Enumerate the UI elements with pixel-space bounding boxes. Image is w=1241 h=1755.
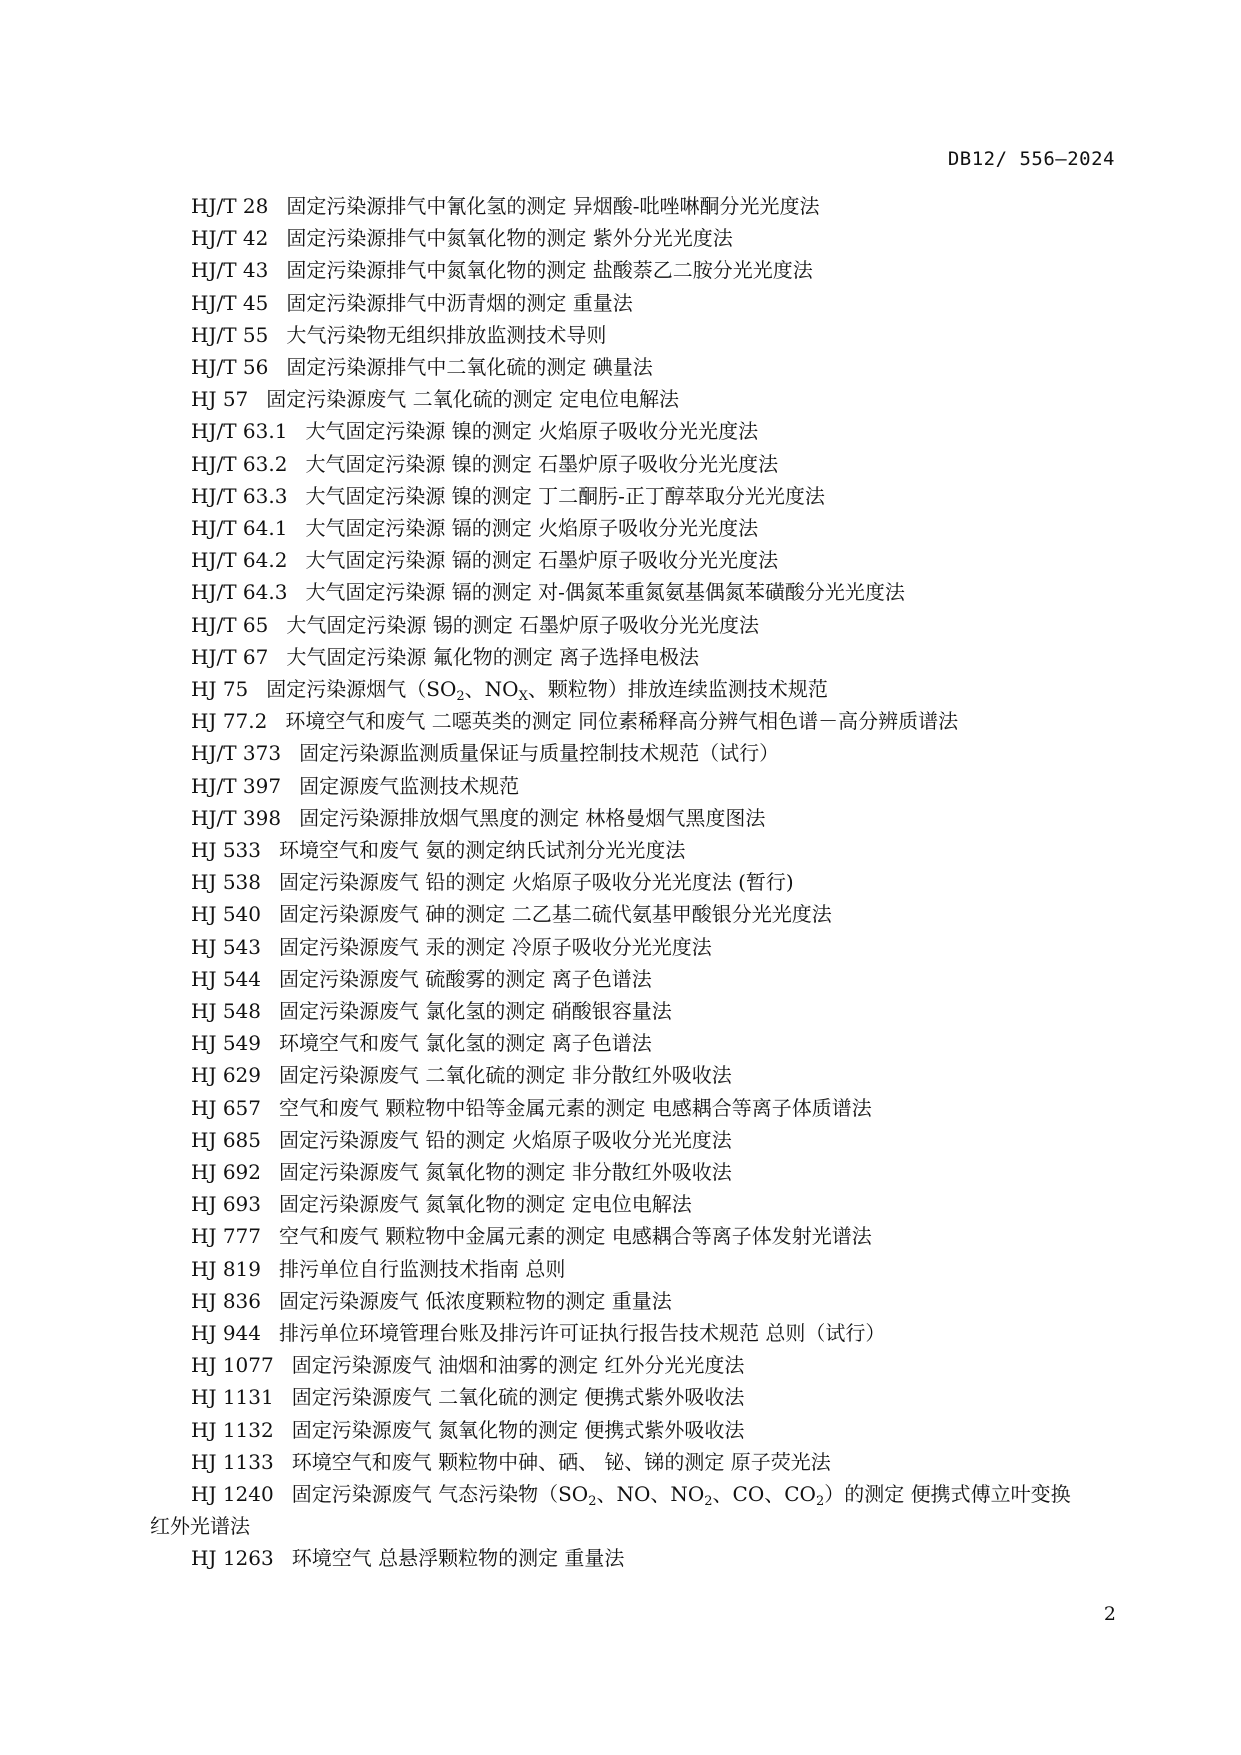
- reference-code: HJ/T 63.1: [191, 419, 288, 444]
- reference-code: HJ/T 67: [191, 644, 269, 669]
- reference-title: 固定污染源排气中氮氧化物的测定 盐酸萘乙二胺分光光度法: [286, 258, 813, 283]
- reference-code: HJ 1133: [191, 1449, 274, 1474]
- reference-title: 大气固定污染源 锡的测定 石墨炉原子吸收分光光度法: [286, 612, 760, 637]
- reference-title: 固定污染源废气 氮氧化物的测定 定电位电解法: [279, 1192, 692, 1217]
- reference-title: 固定污染源废气 氮氧化物的测定 便携式紫外吸收法: [291, 1417, 745, 1442]
- reference-item: [191, 1124, 732, 1156]
- reference-title: 固定污染源排气中氰化氢的测定 异烟酸-吡唑啉酮分光光度法: [286, 194, 820, 218]
- reference-item: [191, 963, 652, 995]
- reference-title: 大气固定污染源 镍的测定 火焰原子吸收分光光度法: [305, 419, 759, 444]
- reference-title: 固定污染源排气中沥青烟的测定 重量法: [286, 290, 633, 315]
- page-number: 2: [1103, 1603, 1116, 1625]
- reference-title: [266, 673, 828, 705]
- reference-item: [191, 1220, 872, 1252]
- reference-title: 固定污染源废气 硫酸雾的测定 离子色谱法: [279, 966, 652, 991]
- reference-title: 固定污染源排气中二氧化硫的测定 碘量法: [286, 355, 653, 379]
- reference-title: 大气固定污染源 镉的测定 对-偶氮苯重氮氨基偶氮苯磺酸分光光度法: [305, 580, 905, 605]
- reference-item: [191, 1317, 885, 1349]
- reference-title: 空气和废气 颗粒物中金属元素的测定 电感耦合等离子体发射光谱法: [279, 1224, 872, 1249]
- reference-code: HJ 538: [191, 870, 261, 895]
- reference-title: 固定污染源废气 砷的测定 二乙基二硫代氨基甲酸银分光光度法: [279, 902, 832, 927]
- reference-item: [191, 1349, 744, 1381]
- reference-title: 固定污染源废气 汞的测定 冷原子吸收分光光度法: [279, 934, 712, 959]
- reference-title: 排污单位环境管理台账及排污许可证执行报告技术规范 总则（试行）: [279, 1321, 886, 1345]
- reference-code: HJ 692: [191, 1160, 261, 1184]
- document-number: DB12/ 556—2024: [947, 148, 1115, 170]
- reference-item: [191, 931, 712, 963]
- reference-code: HJ/T 373: [191, 741, 282, 766]
- reference-item: [191, 1381, 744, 1413]
- reference-item: [191, 609, 759, 641]
- reference-code: HJ 57: [191, 387, 249, 412]
- reference-title: 大气固定污染源 镍的测定 丁二酮肟-正丁醇萃取分光光度法: [305, 483, 825, 508]
- reference-code: HJ 544: [191, 966, 261, 991]
- reference-code: HJ 533: [191, 838, 261, 862]
- reference-title: 大气固定污染源 镉的测定 火焰原子吸收分光光度法: [305, 516, 759, 540]
- reference-code: HJ/T 55: [191, 322, 269, 347]
- reference-code: HJ/T 64.3: [191, 580, 288, 605]
- reference-item-wrapped: [150, 1478, 1105, 1542]
- title-part: ）的测定 便携式傅立叶变换: [824, 1482, 1071, 1506]
- title-part: 固定污染源烟气（SO: [266, 677, 457, 701]
- reference-title: 固定污染源废气 氮氧化物的测定 非分散红外吸收法: [279, 1160, 732, 1184]
- reference-code: HJ 77.2: [191, 709, 268, 734]
- reference-item: [191, 995, 672, 1027]
- reference-code: HJ 944: [191, 1321, 261, 1345]
- reference-code: HJ/T 64.2: [191, 548, 288, 573]
- reference-code: HJ/T 64.1: [191, 516, 288, 540]
- reference-code: HJ 1263: [191, 1546, 274, 1571]
- reference-title: 环境空气 总悬浮颗粒物的测定 重量法: [291, 1546, 625, 1571]
- reference-item: [191, 641, 699, 673]
- reference-item: [191, 254, 813, 286]
- reference-code: HJ/T 45: [191, 290, 269, 315]
- reference-item: [191, 770, 519, 802]
- reference-title: 固定污染源废气 氯化氢的测定 硝酸银容量法: [279, 999, 672, 1023]
- title-part: 、NO: [464, 677, 519, 701]
- reference-title: 固定污染源废气 二氧化硫的测定 便携式紫外吸收法: [291, 1385, 745, 1410]
- reference-code: HJ 75: [191, 677, 249, 701]
- reference-code: HJ 1132: [191, 1417, 274, 1442]
- reference-code: HJ/T 28: [191, 194, 269, 218]
- reference-title: 固定污染源废气 铅的测定 火焰原子吸收分光光度法 (暂行): [279, 870, 794, 895]
- title-part: 、颗粒物）排放连续监测技术规范: [527, 677, 828, 701]
- reference-title: 环境空气和废气 氨的测定纳氏试剂分光光度法: [279, 838, 686, 862]
- reference-code: HJ 629: [191, 1063, 261, 1088]
- reference-title: 大气固定污染源 氟化物的测定 离子选择电极法: [286, 644, 700, 669]
- reference-title: 环境空气和废气 颗粒物中砷、硒、 铋、锑的测定 原子荧光法: [291, 1449, 831, 1474]
- reference-code: HJ 819: [191, 1256, 261, 1281]
- title-continuation: 红外光谱法: [150, 1514, 250, 1538]
- reference-item: [191, 834, 685, 866]
- reference-title: 空气和废气 颗粒物中铅等金属元素的测定 电感耦合等离子体质谱法: [279, 1095, 872, 1120]
- reference-title: 固定污染源废气 铅的测定 火焰原子吸收分光光度法: [279, 1127, 732, 1152]
- reference-item: [191, 1414, 744, 1446]
- reference-item: [191, 512, 758, 544]
- reference-item: [191, 287, 633, 319]
- reference-item: [191, 190, 819, 222]
- reference-item: [191, 705, 958, 737]
- reference-code: HJ/T 63.2: [191, 451, 288, 476]
- reference-item: [191, 1092, 872, 1124]
- subscript: 2: [588, 1494, 597, 1509]
- reference-code: HJ 657: [191, 1095, 261, 1120]
- reference-item: [191, 737, 779, 769]
- reference-item: [191, 222, 733, 254]
- reference-title: 固定污染源排气中氮氧化物的测定 紫外分光光度法: [286, 226, 733, 251]
- reference-code: HJ 548: [191, 999, 261, 1023]
- reference-item: [191, 673, 828, 705]
- reference-title: 排污单位自行监测技术指南 总则: [279, 1256, 566, 1281]
- reference-title: 环境空气和废气 氯化氢的测定 离子色谱法: [279, 1031, 652, 1056]
- title-part: 、NO、NO: [596, 1482, 705, 1506]
- title-part: 固定污染源废气 气态污染物（SO: [291, 1482, 589, 1506]
- reference-code: HJ/T 397: [191, 773, 282, 798]
- reference-code: HJ 540: [191, 902, 261, 927]
- reference-title: 大气固定污染源 镉的测定 石墨炉原子吸收分光光度法: [305, 548, 779, 573]
- reference-title: 固定污染源废气 二氧化硫的测定 非分散红外吸收法: [279, 1063, 732, 1088]
- reference-item: [191, 351, 653, 383]
- reference-code: HJ 1240: [191, 1482, 274, 1506]
- reference-item: [191, 415, 758, 447]
- reference-item: [191, 1027, 652, 1059]
- reference-item: [191, 898, 832, 930]
- reference-code: HJ/T 63.3: [191, 483, 288, 508]
- reference-code: HJ 549: [191, 1031, 261, 1056]
- reference-item: [191, 1285, 672, 1317]
- reference-code: HJ 693: [191, 1192, 261, 1217]
- reference-title: 环境空气和废气 二噁英类的测定 同位素稀释高分辨气相色谱－高分辨质谱法: [285, 709, 959, 734]
- reference-title: 固定污染源排放烟气黑度的测定 林格曼烟气黑度图法: [299, 805, 766, 830]
- reference-code: HJ 1077: [191, 1353, 274, 1378]
- reference-title: 大气污染物无组织排放监测技术导则: [286, 322, 607, 347]
- reference-code: HJ 777: [191, 1224, 261, 1249]
- reference-code: HJ/T 65: [191, 612, 269, 637]
- reference-code: HJ 836: [191, 1288, 261, 1313]
- reference-item: [191, 480, 825, 512]
- reference-item: [191, 448, 778, 480]
- reference-code: HJ/T 398: [191, 805, 282, 830]
- reference-item: [191, 1156, 732, 1188]
- reference-item: [191, 1188, 692, 1220]
- reference-title: 固定污染源废气 二氧化硫的测定 定电位电解法: [266, 387, 679, 412]
- reference-item: [191, 383, 679, 415]
- reference-item: [191, 1542, 624, 1574]
- subscript: 2: [704, 1494, 713, 1509]
- reference-title: 固定污染源监测质量保证与质量控制技术规范（试行）: [299, 741, 780, 766]
- reference-title: 大气固定污染源 镍的测定 石墨炉原子吸收分光光度法: [305, 451, 779, 476]
- subscript: X: [518, 689, 528, 704]
- subscript: 2: [456, 689, 465, 704]
- reference-code: HJ/T 42: [191, 226, 269, 251]
- reference-title: 固定污染源废气 油烟和油雾的测定 红外分光光度法: [291, 1353, 745, 1378]
- reference-item: [191, 319, 606, 351]
- title-part: 、CO、CO: [712, 1482, 816, 1506]
- reference-item: [191, 1446, 831, 1478]
- reference-code: HJ 543: [191, 934, 261, 959]
- reference-item: [191, 576, 905, 608]
- subscript: 2: [815, 1494, 825, 1509]
- reference-title: 固定污染源废气 低浓度颗粒物的测定 重量法: [279, 1288, 672, 1313]
- reference-item: [191, 866, 794, 898]
- reference-item: [191, 544, 778, 576]
- reference-title: 固定源废气监测技术规范: [299, 773, 520, 798]
- reference-item: [191, 1253, 565, 1285]
- reference-code: HJ/T 43: [191, 258, 269, 283]
- reference-code: HJ 1131: [191, 1385, 274, 1410]
- reference-code: HJ 685: [191, 1127, 261, 1152]
- reference-item: [191, 802, 765, 834]
- reference-item: [191, 1059, 732, 1091]
- reference-code: HJ/T 56: [191, 355, 269, 379]
